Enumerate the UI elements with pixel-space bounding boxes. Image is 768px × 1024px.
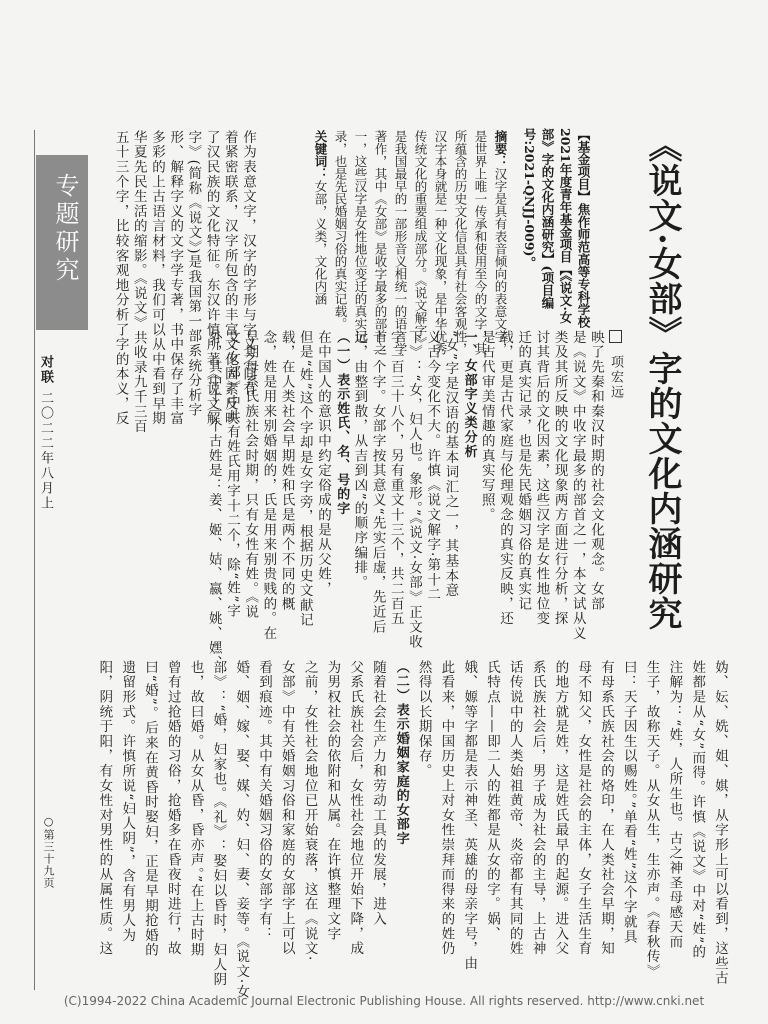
fund-info: [520, 128, 592, 338]
body-line: 曾有过抢婚的习俗，抢婚多在昏夜时进行，故: [164, 660, 181, 956]
body-line: 妫、妘、姺、姐、娸，从字形上可以看到，这些古: [712, 660, 728, 986]
body-line: （一）表示姓氏、名、号的字: [334, 330, 350, 516]
body-line: 姓都是从“女”而得。许慎《说文》中对“姓”的: [689, 660, 706, 960]
body-line: 注解为：“姓，人所生也。古之神圣母感天而: [666, 660, 683, 950]
page-number: ○第三十九页: [42, 815, 55, 889]
body-line: 在中国人的意识中约定俗成的是从父姓，: [315, 330, 331, 597]
section-label: 专题研究: [51, 173, 79, 285]
keywords-label: 关键词：: [313, 130, 328, 180]
body-line: 然得以长期保存。: [415, 660, 432, 779]
body-line: 文·女部》中共有姓氏用字十二个，除“姓”字: [224, 330, 240, 619]
body-line: 讨其背后的文化因素，这些汉字是女性地位变: [533, 330, 550, 626]
body-line: 随着社会生产力和劳动工具的发展，进入: [370, 660, 386, 927]
article-title: 《说文·女部》字的文化内涵研究: [642, 128, 682, 631]
issue-date: 二〇二二年八月上: [38, 391, 53, 512]
author: [606, 330, 625, 400]
body-line: “女”字是汉语的基本词汇之一，其基本意: [442, 330, 459, 599]
body-line: 婚、姻、嫁、娶、媒、妁、妇、妻、妾等。《说文·女: [233, 660, 250, 1000]
body-line: 但是“姓”这个字却是女字旁，根据历史文献记: [296, 330, 313, 628]
body-line: 映了先秦和秦汉时期的社会文化观念。女部: [588, 330, 604, 612]
body-line: 类及其所反映的文化现象两方面进行分析，探: [551, 330, 568, 626]
body-line: 是《说文》中收字最多的部首之一，本文试从义: [569, 330, 586, 641]
body-line: 迁的真实记录，也是先民婚姻习俗的真实记: [515, 330, 532, 612]
body-line: 部》：“婚，妇家也。《礼》：娶妇以昏时，妇人阴: [210, 660, 227, 988]
body-line: 氏特点——即二人的姓都是从女的字。娲、: [484, 660, 500, 942]
body-line: 遗留形式。许慎所说“妇人阴”，含有男人为: [119, 660, 136, 943]
body-line: 念，姓是用来别婚姻的，氏是用来别贵贱的。在: [260, 330, 277, 641]
body-line: 看到痕迹。其中有关婚姻习俗的女部字有：: [256, 660, 272, 942]
abstract-label: 摘要：: [493, 130, 508, 168]
body-line: 载，更是古代家庭与伦理观念的真实反映，还: [497, 330, 513, 626]
body-line: 载，在人类社会早期姓和氏是两个不同的概: [278, 330, 295, 612]
body-line: 一、女部字义类分析: [461, 330, 477, 459]
author-box-icon: [609, 330, 622, 343]
journal-info: [36, 355, 88, 511]
body-line: 远，由整到散，从吉到凶”的顺序编排。: [351, 330, 368, 590]
body-line: 有母系氏族社会的烙印，在人类社会早期，知: [598, 660, 614, 956]
body-line: 了汉民族的文化特征。东汉许慎所著《说文解: [203, 130, 220, 426]
body-line: （二）表示婚姻家庭的女部字: [393, 660, 409, 846]
copyright-footer: (C)1994-2022 China Academic Journal Electronic Publishing House. All rights reserved. http://www.cnki.net: [63, 994, 705, 1008]
body-line: 生子，故称天子。从女从生，生亦声。《春秋传》: [643, 660, 660, 979]
body-line: 之前，女性社会地位已开始衰落，这在《说文·: [301, 660, 318, 962]
body-line: 曰：天子因生以赐姓。”单看“姓”这个字就具: [620, 660, 637, 945]
author-name: 项宏远: [608, 355, 623, 401]
body-line: 娥、嫄等字都是表示神圣、英雄的母亲字号，由: [461, 660, 478, 971]
body-line: 作为表意文字，汉字的字形与字义之间有: [240, 130, 256, 397]
body-line: 曰“婚”。后来在黄昏时娶妇，正是早期抢婚的: [142, 660, 158, 958]
body-line: 话传说中的人类始祖黄帝、炎帝都有其同的姓: [506, 660, 523, 956]
body-line: 着紧密联系，汉字所包含的丰富文化因素反映: [221, 130, 238, 426]
body-line: 父系氏族社会后，女性社会地位开始下降，成: [347, 660, 364, 956]
abstract-text: 汉字是具有表音倾向的表意文字，是世界上唯一传承和使用至今的文字，其所蕴含的历史文化信息具有社会客观性，汉字本身就是一种文化现象，是中华优秀传统文化的重要组成部分。《说文解字》是我国最早的一部形音义相统一的语言学著作，其中《女部》是收字最多的部首之一，这些汉字是女性地位变迁的真实记录，也是先民婚姻习俗的真实记载。: [333, 130, 508, 355]
keywords-text: 女部，义类，文化内涵: [313, 180, 328, 305]
body-line: 形、解释字义的文字学专著，书中保存了丰富: [167, 130, 184, 426]
body-line: 阳，阴统于阳，有女性对男性的从属性质。这: [96, 660, 113, 956]
body-line: 十一个字。女部字按其意义“先实后虚，先近后: [369, 330, 386, 635]
body-line: 是古代审美情趣的真实写照。: [478, 330, 495, 523]
body-line: 的地方就是姓，这是姓氏最早的起源。进入父: [552, 660, 569, 956]
body-line: 系氏族社会后，男子成为社会的主导，上古神: [529, 660, 546, 956]
body-line: 外，其中十一个古姓是：姜、姬、姞、嬴、姚、嫼、: [205, 330, 222, 671]
body-line: 此看来，中国历史上对女性崇拜而得来的姓仍: [438, 660, 455, 956]
body-line: 五十三个字，比较客观地分析了字的本义，反: [112, 130, 129, 426]
body-line: 早期母系氏族社会时期，只有女性有姓。《说: [242, 330, 259, 620]
body-line: 多彩的上古语言材料，我们可以从中看到早期: [149, 130, 165, 426]
body-line: 义古今变化不大。许慎《说文解字·第十二: [424, 330, 441, 602]
body-line: 字二百三十八个，另有重文十三个，共二百五: [387, 330, 404, 626]
body-line: 女部》中有关婚姻习俗和家庭的女部字上可以: [278, 660, 295, 956]
body-line: 字》(简称《说文》)是我国第一部系统分析字: [185, 130, 202, 418]
abstract-block: [310, 130, 510, 360]
fund-text: 【基金项目】焦作师范高等专科学校2021年度青年基金项目【《说文·女部》字的文化内涵研究】(项目编号:2021-QNJJ-009)。: [522, 128, 591, 328]
body-line: 母不知父，女性是社会的主体，女子生活生育: [575, 660, 592, 956]
body-line: 也，故曰婚。从女从昏，昏亦声。”在上古时期: [187, 660, 204, 958]
body-line: 下》：“女，妇人也。象形。”《说文·女部》正文收: [406, 330, 422, 650]
journal-name: 对联: [38, 355, 53, 385]
sidebar-rule: [34, 130, 35, 990]
body-line: 华夏先民生活的缩影。《说文》共收录九千三百: [130, 130, 147, 435]
body-line: 为男权社会的依附和从属。在许慎整理文字: [324, 660, 341, 942]
section-tab: [36, 155, 88, 330]
